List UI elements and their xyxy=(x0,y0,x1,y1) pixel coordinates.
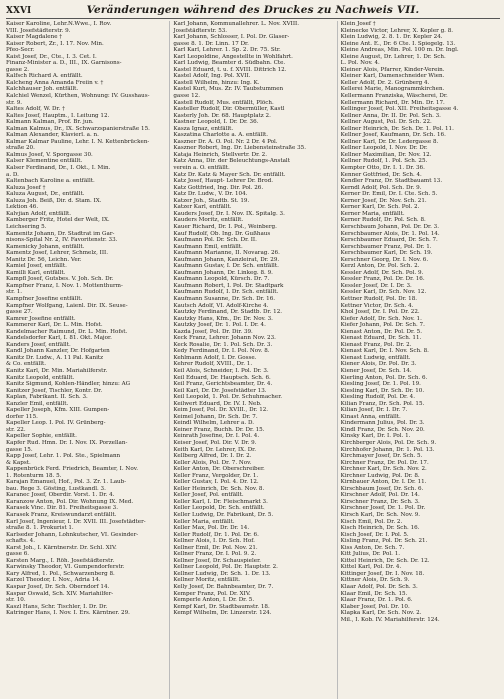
columns xyxy=(6,21,500,699)
directory-entry: Keim Josef, Pol. Dr. XVIII., Dr. 12. xyxy=(173,407,269,414)
directory-entry: Karanec Josef, Oberdir. Vorst. 1. Dr. 4. xyxy=(6,492,115,499)
directory-entry: Kauf Rudolf, Ob. Ing. Dr. Gußhaus xyxy=(173,230,271,237)
directory-entry: Kirchner Ludwig, Pol. Dr. 8. xyxy=(340,472,420,479)
directory-entry: Kemper Franz, Pol. Dr. XIV. xyxy=(173,590,251,597)
directory-entry: bau. Rege 3. Gösting, Lustkandl. 3. xyxy=(6,485,106,492)
directory-entry: Kasza Ignaz, entfällt. xyxy=(173,125,234,132)
directory-entry: Kisch Josef, Dr. I. Pol. 5. xyxy=(340,531,409,538)
directory-entry: Kaltes Adolf, W. Dr. † xyxy=(6,106,65,113)
directory-entry: Kauer Richard, Dr. I. Pol., Weinberg. xyxy=(173,223,277,230)
directory-entry: Keller Anton, Dr. Oberschreiber. xyxy=(173,466,265,473)
directory-entry: Kalman Alexander, Klavierl. a. n. xyxy=(6,132,99,139)
directory-entry: Keith Karl, Dr. Lehrer, IX. Dr. xyxy=(173,446,257,453)
directory-entry: Kasterly Joh. Dr. 68. Hauptplatz 2. xyxy=(173,112,271,119)
directory-entry: Kaszner Dr. A. O. Pol. Nr. 2 Dr. 4 Pol. xyxy=(173,138,278,145)
directory-entry: Kemperle Anton, I. Dr. Dr. 5. xyxy=(173,597,255,604)
directory-entry: gasse 12. xyxy=(173,93,200,100)
directory-entry: Kleine August, Dr. Lehrer, 1. Dr. Sch. xyxy=(340,53,446,60)
directory-entry: & Kapst. xyxy=(6,459,31,466)
directory-entry: Kempf Karl, Dr. Stadtbaumstr. 18. xyxy=(173,603,270,610)
directory-entry: str. 10. xyxy=(6,597,26,604)
directory-entry: Kaufmann Leopold, Kürsch. Dr. 7. xyxy=(173,276,270,283)
directory-entry: Kautsch Adolf, VI. Adolf-Kirche 4. xyxy=(173,302,269,309)
directory-entry: nisons-Spital Nr. 2, IV. Favoritenstr. 33. xyxy=(6,237,118,244)
directory-entry: Kerndl Adolf, Pol. Sch. Dr. 9. xyxy=(340,184,422,191)
directory-entry: Kampfner Franz, I. Nov. 1. Mottenthurm- xyxy=(6,282,123,289)
directory-entry: Keller Alois, Pol. Dr. 7. Nov. xyxy=(173,459,252,466)
directory-entry: gasse 15. xyxy=(6,446,33,453)
directory-entry: Kaiser Robert, Zr., I. 17. Nov. Min. xyxy=(6,40,104,47)
directory-entry: Kiener Josef, Dr. Sch. 14. xyxy=(340,367,412,374)
directory-entry: Kleine Ant. E., Dr. 6 Cte. I. Spiegelg. 13. xyxy=(340,40,456,47)
directory-entry: Kelly Josef, Dr. Bahnbeamter, Dr. 7. xyxy=(173,584,274,591)
directory-entry: Kastell Rudolf, Mus. entfällt, Plöch. xyxy=(173,99,274,106)
directory-entry: gasse 2. xyxy=(6,66,30,73)
directory-entry: gasse 27. xyxy=(6,309,33,316)
directory-entry: Kauders Moritz, entfällt. xyxy=(173,217,244,224)
directory-entry: Kalcheng Anna Amanda Freiin v. † xyxy=(6,79,104,86)
directory-entry: Karl Johann, Kommunallehrer. L. Nov. XVIII. xyxy=(173,21,300,27)
directory-entry: Kerschbaumer Alois, Dr. 1. Pol. 14. xyxy=(340,230,440,237)
directory-entry: Kirchner Karl, Dr. Sch. Nov. 2. xyxy=(340,466,427,473)
directory-entry: Kehlmann Adolf, I. Dr. Gosse. xyxy=(173,354,257,361)
directory-entry: dorfer 115. xyxy=(6,413,38,420)
directory-entry: Karzel Theodor, I. Nov., Adria 14. xyxy=(6,577,101,584)
directory-entry: Keller Karl, I. Dr. Fleischmarkt 3. xyxy=(173,498,268,505)
directory-entry: Kaufmann Rudolf, I. Dr. Sch. entfällt. xyxy=(173,289,279,296)
directory-entry: Kamilli Karl, entfällt. xyxy=(6,269,66,276)
directory-entry: Karst Joh., I. Kärntnerstr. Dr. Schl. XIV. xyxy=(6,544,117,551)
directory-entry: Kellner Heinrich, Dr. Sch. Dr. 1. Pol. 11. xyxy=(340,125,454,132)
directory-entry: Kienast Karl, Dr. I. Nov. Sch. 8. xyxy=(340,348,429,355)
directory-entry: Kautzky Hans, Kfm., Dr. Dr. Nov. 3. xyxy=(173,315,273,322)
directory-entry: Kisch Emil, Pol. Dr. 2. xyxy=(340,518,403,525)
directory-entry: Keil Karl, Dr. Dr. Josefstädter 13. xyxy=(173,387,267,394)
directory-entry: Karasek Franz, Kreiswundarzt entfällt. xyxy=(6,512,117,519)
directory-entry: Kamrer Josefine entfällt. xyxy=(6,315,76,322)
directory-entry: Kaufmann Robert, I. Pol. Dr. Stadtpark xyxy=(173,282,284,289)
directory-entry: Kellner Rudolf, 1. Pol. Sch. 25. xyxy=(340,158,428,165)
directory-entry: Kautzky Ferdinand, Dr. Stadtb. Dr. 12. xyxy=(173,309,283,316)
directory-entry: Klapka Karl, Dr. Sch. Nov. 2. xyxy=(340,610,422,617)
directory-entry: Kellner August, Pol. Dr. Sch. 22. xyxy=(340,119,432,126)
directory-entry: Katz Anna, Dir. der Beleuchtungs-Anstalt xyxy=(173,158,290,165)
directory-entry: Karlseder Johann, Lohnkutscher, VI. Gesinder- xyxy=(6,531,139,538)
directory-entry: Keiner Franz, Buchh. Dr. Dr. 15. xyxy=(173,426,265,433)
directory-entry: Katringer Hans, I. Nov. I. Ers. Kärntner. 29. xyxy=(6,610,130,617)
directory-entry: Kary Alfred, 1. Pol., Schwarzenberg 8. xyxy=(6,570,115,577)
directory-entry: Kellner Anna, Dr. II. Dr. Pol. Sch. 3. xyxy=(340,112,441,119)
directory-entry: Kandelmacher Raimund, Dr. L. Min. Hofst. xyxy=(6,328,128,335)
directory-entry: Kaspar Josef, Dr. Sch. Oberndorf 14. xyxy=(6,584,110,591)
directory-entry: Kanitz Dr. Ludw., A. 11 Pal. Kanitz xyxy=(6,354,104,361)
directory-entry: Klein Josef † xyxy=(340,21,376,27)
directory-entry: Kienast Franz, Pol. Dr. 2. xyxy=(340,341,412,348)
directory-entry: straße 8. 1. Prokurist 1. xyxy=(6,525,74,532)
directory-entry: Klaar Emil, Dr. Sch. 15. xyxy=(340,590,408,597)
directory-entry: Kaufmann Johann, Kanzleirat, Dr. 29. xyxy=(173,256,280,263)
directory-entry: Kaufmann Susanne, Dr. Sch. Dr. 16. xyxy=(173,295,276,302)
directory-entry: Keiser Josef, Pol. Dir. V. Dr. 9. xyxy=(173,440,257,446)
directory-entry: Karwinsky Theodor, VI. Gumpendorferstr. xyxy=(6,564,125,571)
directory-entry: Karl Leopoldine, Angestellte in Wohlfahrt. xyxy=(173,53,293,60)
directory-entry: Kampfner Wolfgang, Laienl. Dir. IX. Seuse- xyxy=(6,302,128,309)
directory-entry: Kittel Karl, Pol. Dr. 4. xyxy=(340,564,402,571)
directory-entry: Kandl Johann Kanzler, Dr. Hofgarten xyxy=(6,348,110,355)
directory-entry: Kamenicky Johann, entfällt. xyxy=(6,243,85,250)
directory-entry: Kaszatina Charlotte a. A. entfällt. xyxy=(173,132,269,139)
directory-entry: Kautzky Josef, Dr. 1. Pol. I. Dr. 4. xyxy=(173,322,266,329)
directory-entry: Katz Gottfried, Ing. Dir. Pol. 26. xyxy=(173,184,264,191)
directory-entry: Kamiel Josef, entfällt. xyxy=(6,263,67,270)
directory-entry: Kaluza August, Dr., entfällt. xyxy=(6,191,85,198)
directory-entry: Kaufmann Johann, Dr. Linkeg. 8. 9. xyxy=(173,269,273,276)
directory-entry: Kilian Josef, Dr. I. Dr. 7. xyxy=(340,407,408,414)
page-title: Veränderungen während des Druckes zu Nachweis VII. xyxy=(86,4,420,16)
directory-entry: gasse 6. xyxy=(6,551,30,558)
directory-entry: Kampfl Josef, Gutsbes. V. Joh. Sch. Dr. xyxy=(6,276,114,283)
directory-entry: Kandelsdorfer Karl, I. 81. Okt. Major. xyxy=(6,335,112,342)
directory-entry: Kanitz Leopold, entfällt. xyxy=(6,374,75,381)
directory-entry: Josefstädterstr. 53. xyxy=(173,27,228,34)
directory-entry: schafts. 4. xyxy=(6,538,36,545)
directory-entry: Kerner Karl, Dr. Sch. Pol. 2. xyxy=(340,204,420,211)
directory-entry: Klein Ludwig, 2. 8. 1. Dr. Kepler 24. xyxy=(340,34,443,41)
directory-entry: Kalmus Josef, V. Sporgasse 30. xyxy=(6,151,93,158)
directory-entry: Kellner Maximilian, Dr. Nov. 12. xyxy=(340,151,432,158)
directory-entry: Katz Dr. Katz & Mayer Sch. Dr. entfällt. xyxy=(173,171,286,178)
directory-entry: Leichsering 5. xyxy=(6,223,47,230)
directory-entry: Kaszl Hans, Schr. Tischler, I. Dr. Dr. xyxy=(6,603,108,610)
directory-entry: Keller Heinrich, Dr. Sch. Nov. 8. xyxy=(173,485,265,492)
directory-entry: str. 9. xyxy=(6,99,23,106)
directory-entry: Keller Franz, Vergolder, Dr. 1. xyxy=(173,472,259,479)
directory-entry: Kaplan, Fabrikant. II. Sch. 3. xyxy=(6,394,88,401)
column-3 xyxy=(337,21,500,699)
directory-entry: Pfeo-Secr. xyxy=(6,47,35,54)
directory-entry: Kiesling Karl, Dr. Sch. Dr. 10. xyxy=(340,387,425,394)
directory-entry: Kaltes Josef, Hauptm., I. Leitung 12. xyxy=(6,112,110,119)
directory-entry: Kirschner Franz, Dr. Sch. 3. xyxy=(340,498,420,505)
page-header xyxy=(6,4,500,19)
directory-entry: Kellner Leopold, I. Nov. Dr. Dr. xyxy=(340,145,428,152)
directory-entry: Kerschner Georg, Dr. I. Nov. 6. xyxy=(340,256,429,263)
directory-entry: Kellner Josef, Kaufmann, Dr. Sch. 16. xyxy=(340,132,446,139)
directory-entry: Kerzl Anton, Dr. Pol. Sch. 2. xyxy=(340,263,420,270)
directory-entry: Kerschbaumer Franz, Pol. Dr. 1. xyxy=(340,243,432,250)
directory-entry: Kiss Anton, Dr. Sch. 7. xyxy=(340,544,405,551)
directory-entry: Karanzow Anton, Pol. Dir. Wohnung IX. Med. xyxy=(6,498,134,505)
directory-entry: Kendler Franz, Dr. Stadtbauamt 13. xyxy=(340,178,443,185)
directory-entry: Kirschbaum Josef, Dr. Sch. 6. xyxy=(340,485,424,492)
directory-entry: Kellner Emil, Dr. Pol. Nov. 21. xyxy=(173,544,258,551)
directory-entry: Kerner Rudolf, Dr. Pol. Sch. 8. xyxy=(340,217,426,224)
directory-entry: Kalfsch Richard A. entfällt. xyxy=(6,73,83,80)
directory-entry: Kedy Ferdinand, Dr. I. Pol. Nov. 8. xyxy=(173,348,270,355)
directory-entry: Keller Leopold, Dr. Sch. entfällt. xyxy=(173,505,265,512)
directory-entry: Klaar Adolf, Pol. Dr. Sch. 3. xyxy=(340,584,418,591)
directory-entry: Kanitz Sigmund, Kohlen-Händler, hinzu: AG xyxy=(6,381,131,388)
directory-entry: str. 22. xyxy=(6,426,26,433)
directory-entry: Kaszner Robert, Ing. Dr. Liebensteinstraße 35. xyxy=(173,145,306,152)
directory-entry: Keller Rudolf, Dr. 1. Pol. Dr. 6. xyxy=(173,531,259,538)
directory-entry: Kapeller Sophie, entfällt. xyxy=(6,433,77,440)
directory-entry: Kirschner Adolf, Pol. Dr. 14. xyxy=(340,492,420,499)
directory-entry: Kirnbauer Anton, Dr. I. Dr. 11. xyxy=(340,479,427,486)
directory-entry: Kerner Josef, Dr. Nov. Sch. 21. xyxy=(340,197,427,204)
directory-entry: Kleiner Karl, Damenschneider Wien. xyxy=(340,73,445,80)
directory-entry: Keller Adolf, Dr. 2. Grünberg 4. xyxy=(340,79,430,86)
directory-entry: Kindl Franz, Dr. Sch. Nov. 20. xyxy=(340,426,425,433)
directory-entry: Kinsky Karl, Dr. I. Pol. 1. xyxy=(340,433,411,440)
directory-entry: Keck Franz, Lehrer. Johann Nov. 23. xyxy=(173,335,276,342)
directory-entry: Kessler Franz, Pol. Dr. Dr. 16. xyxy=(340,276,425,283)
directory-entry: Kittner Alois, Dr. Sch. 9. xyxy=(340,577,410,584)
directory-entry: Kirchner Franz, Dr. Pol. Dr. 17. xyxy=(340,459,429,466)
directory-entry: Kehrer Rudolf, XVIII., Dr. 1. xyxy=(173,361,253,368)
directory-entry: Kempter Otto, Dr. I. 1. Dr. 36. xyxy=(340,165,425,172)
directory-entry: Kalchiel Wenzel, Kürthen, Wohnung: IV. Gusshaus- xyxy=(6,93,150,100)
directory-entry: Kastner Leopold, I. Dr. Dr. 36. xyxy=(173,119,259,126)
directory-entry: Kilian Franz, Dr. Sch. Pol. 15. xyxy=(340,400,425,407)
directory-entry: Kierling Anton, Pol. Dr. Sch. 6. xyxy=(340,374,428,381)
directory-entry: Katzer Joh., Stadtb. St. 19. xyxy=(173,197,250,204)
directory-entry: Kaluza Josef † xyxy=(6,184,46,191)
directory-entry: Kauders Josef, Dr. I. Nov. IX. Spitalg. 3. xyxy=(173,210,285,217)
directory-entry: Kirchberger Alois, Pol. Dr. Sch. 9. xyxy=(340,440,437,446)
directory-entry: Kastell Wilhelm, hinzu: Ing. K. xyxy=(173,79,260,86)
directory-entry: Kiefer Johann, Pol. Dr. Sch. 7. xyxy=(340,322,425,329)
directory-entry: Kessler Karl, Dr. Sch. Nov. 12. xyxy=(340,289,427,296)
directory-entry: Keindl Wilhelm, Lehrer a. D. xyxy=(173,420,255,427)
directory-entry: Kerschbaum Johann, Pol. Dr. Dr. 3. xyxy=(340,223,439,230)
directory-entry: Karasek Vinc. Dir. 81. Freiheitsgasse 3. xyxy=(6,505,119,512)
directory-entry: Manitz Dr. 56, Leichn. Ver. xyxy=(6,256,82,263)
directory-entry: Kerschbaumer Eduard, Dr. Sch. 7. xyxy=(340,237,438,244)
directory-entry: Kazda Josef, Pol. Dr. Dir. 39. xyxy=(173,328,253,335)
directory-entry: Kalman Kalmus, Dr., IX. Schwarzspanierstraße 15. xyxy=(6,125,150,132)
directory-entry: Kapp Josef, Lehr. 1. Pol. Ste., Spielmann xyxy=(6,453,121,460)
directory-entry: Kienast Anton, Dr. Pol. Dr. 5. xyxy=(340,328,422,335)
directory-entry: Kaiser Magdalene † xyxy=(6,34,63,41)
directory-entry: Kamenitz Johann, Dr. Stadtrat im Gar- xyxy=(6,230,115,237)
directory-entry: Kamentz Josef, Lehrer, Schmelz, III. xyxy=(6,250,109,257)
directory-entry: Kessler Adolf, Dr. Sch. Pol. 9. xyxy=(340,269,424,276)
directory-entry: Kalser Ferdinand, Dr., I. Okt., I. Min. xyxy=(6,165,111,172)
directory-entry: Karajan Emanuel, Hof., Pol. 3. Zr. 1. Laub- xyxy=(6,479,127,486)
directory-entry: Kellerei Marie, Manogrammkirchen. xyxy=(340,86,445,93)
directory-entry: Keller Gustav, I. Pol. 4. Dr. 12. xyxy=(173,479,259,486)
directory-entry: Keil Alois, Schneider, I. Pol. Dr. 3. xyxy=(173,367,269,374)
directory-entry: Kaspar Oswald, Sch. XIV. Mariahilfer- xyxy=(6,590,114,597)
directory-entry: Karl Karl, Lehrer. 1. Sp. 2. Dr. 75. Str. xyxy=(173,47,281,54)
directory-entry: Karl Josef, Ingenieur, I. Dr. XVII. III. Josefstädter- xyxy=(6,518,146,525)
directory-entry: Kanitzer Josef, Tischler, Kontr. Dr. xyxy=(6,387,103,394)
directory-entry: Kastel Eduard, t. u. f. XVIII. Dittrich 12. xyxy=(173,66,287,73)
directory-entry: & Co. entfällt. xyxy=(6,361,47,368)
directory-entry: Kiener Alois, Dr. Pol. Dr. 3. xyxy=(340,361,417,368)
directory-entry: Kindermann Julius, Pol. Dr. 3. xyxy=(340,420,425,427)
directory-entry: Kammerer Karl, Dr. L. Min. Hofst. xyxy=(6,322,103,329)
directory-entry: L. Pol. Nov. 4. xyxy=(340,60,380,67)
directory-entry: Kaufmann Pol. Dr. Sch. Dr. II. xyxy=(173,237,257,244)
directory-entry: Karl Ludwig, Beamter d. Südbahn. Cte. xyxy=(173,60,286,67)
directory-entry: Keck Rosalie, Dr. 1. Pol. Sch. Dr. 3. xyxy=(173,341,273,348)
directory-entry: Karl Johann, Schlosser, I. Pol. Dr. Glaser- xyxy=(173,34,290,41)
directory-entry: Keller Max, Pol. Dr. Dr. 14. xyxy=(173,525,250,532)
directory-entry: VIII. Josefstädterstr. 9. xyxy=(6,27,71,34)
directory-entry: Kiefer Adolf, Dr. Sch. Nov. 1. xyxy=(340,315,422,322)
directory-entry: Keller Josef, Pol. entfällt. xyxy=(173,492,244,499)
directory-entry: Keller Ludwig, Dr. Fabrikant, Dr. 5. xyxy=(173,512,274,519)
directory-entry: Mil., I. Kob. IV. Mariahilferstr. 124. xyxy=(340,616,440,623)
directory-entry: Kaiser Karoline, Lehr.N.Wwe., I. Rov. xyxy=(6,21,112,27)
directory-entry: Kaufmann Marianne, II. Novarag. 26. xyxy=(173,250,280,257)
directory-entry: Kaufmann Gustav, I. Dr. Sch. entfällt. xyxy=(173,263,279,270)
directory-entry: Keimel Johann, Dr. Sch. Dr. 7. xyxy=(173,413,258,420)
directory-entry: Katzer Karl, entfällt. xyxy=(173,204,232,211)
directory-entry: Kisch Heinrich, Dr. Sch. 16. xyxy=(340,525,420,532)
column-2 xyxy=(169,21,332,699)
directory-entry: Kapeller Joseph, Kfm. XIII. Gumpen- xyxy=(6,407,110,414)
directory-entry: Kettner Rudolf, Pol. Dr. 18. xyxy=(340,295,418,302)
directory-entry: Kapfer Rud. Hmn. Dr. I. Nov. IX. Porzellan- xyxy=(6,440,128,446)
directory-entry: Keilwert Eduard, Dr. IV. I. Neb. xyxy=(173,400,262,407)
directory-entry: Katz Dr. Ludw., V. Dr. 104. xyxy=(173,191,248,198)
directory-entry: Kirschner Josef, Dr. 1. Pol. Dr. xyxy=(340,505,426,512)
directory-entry: Kerschbaumer Karl, Dr. Sch. 19. xyxy=(340,250,433,257)
directory-entry: Kaist Josef, Dr., Cte., I. 3. Cet. I. xyxy=(6,53,97,60)
directory-entry: Kastel Kurt, Mus. Zr. IV. Taubstummen xyxy=(173,86,284,93)
directory-entry: Kittinger Josef, Dr. I. Nov. 18. xyxy=(340,570,425,577)
directory-entry: Keil Eduard, Dr. Hauptsch. Sch. 6. xyxy=(173,374,271,381)
directory-entry: Kanzler Emil, entfällt. xyxy=(6,400,69,407)
directory-entry: Kitt Julius, Dr. Pol. 1. xyxy=(340,551,401,558)
directory-entry: 1. Rotenturm 18. 5. xyxy=(6,472,62,479)
directory-entry: Kempf Wilhelm, Dr. Linzerstr. 124. xyxy=(173,610,272,617)
directory-entry: Kienast Eduard, Dr. Sch. 11. xyxy=(340,335,422,342)
directory-entry: Kastel Adolf, Ing. Pol. XVII. xyxy=(173,73,251,80)
directory-entry: Kiesling Rudolf, Pol. Dr. 4. xyxy=(340,394,416,401)
directory-entry: gasse 8. 1. Dr. Linn. 17 Dr. xyxy=(173,40,249,47)
directory-entry: Kampfner Josefine entfällt. xyxy=(6,295,83,302)
directory-entry: Kellner Alois, I. Dr. Sch. Hof. xyxy=(173,538,255,545)
directory-entry: Karsten Marg., I. Röh. Josefstädterstr. xyxy=(6,557,115,564)
directory-entry: Kinast Anna, entfällt. xyxy=(340,413,401,420)
directory-entry: Kalmann Kalman, Prof. Br. jun. xyxy=(6,119,94,126)
directory-entry: Kamberger Fritz, Hotel der Welt, IX. xyxy=(6,217,110,224)
directory-entry: Kellinger Josef, Pol. XII. Freiheitsgasse 4. xyxy=(340,106,459,113)
directory-entry: Kellner Ludwig, Dr. Sch. 1. Dr. 13. xyxy=(173,570,271,577)
directory-entry: Keil Leopold, 1. Pol. Dr. Schuhmacher. xyxy=(173,394,283,401)
directory-entry: Kleiner Alois, Pfarrer, Kinder-Verein. xyxy=(340,66,445,73)
directory-entry: Kalser Klementine entfällt. xyxy=(6,158,83,165)
directory-entry: Keller Maria, entfällt. xyxy=(173,518,235,525)
directory-entry: Kienast Ludwig, entfällt. xyxy=(340,354,411,361)
directory-entry: Kasteller Rudolf, Dir. Obermüller, Kastl xyxy=(173,106,285,113)
directory-entry: Kellermann Franziska, Wäscherei, Dr. xyxy=(340,93,448,100)
directory-entry: Khol Josef, Dr. I. Pol. Dr. 22. xyxy=(340,309,420,316)
directory-entry: straße 20. xyxy=(6,145,35,152)
directory-entry: Kerner Dr. Emil, Dr. I. Cte. Sch. 5. xyxy=(340,191,438,198)
directory-entry: Kellner Moritz, entfällt. xyxy=(173,577,241,584)
directory-entry: Kapeller Leop. I. Pol. IV. Grünberg- xyxy=(6,420,106,427)
directory-entry: Katz Josef, Haupt- Lehrer Dr. Brod. xyxy=(173,178,274,185)
directory-entry: Lektion 46. xyxy=(6,204,39,211)
directory-entry: Kerner Maria, entfällt. xyxy=(340,210,405,217)
directory-entry: Finanz-Minister a. D., III., IX. Garnisons- xyxy=(6,60,122,67)
directory-entry: Kirsch Karl, Dr. Sch. Nov. 9. xyxy=(340,512,421,519)
directory-entry: Kellner Franz, Dr. I. Pol. 9. 2. xyxy=(173,551,257,558)
directory-entry: Kaltenbach Karoline a. entfällt. xyxy=(6,178,95,185)
directory-entry: Kaufmann Emil, entfällt. xyxy=(173,243,243,250)
directory-entry: Kanders Josef, entfällt. xyxy=(6,341,71,348)
directory-entry: Kisling Franz, Pol. Dr. Sch. 21. xyxy=(340,538,428,545)
directory-entry: Kirchhofer Johann, Dr. 1. Pol. 13. xyxy=(340,446,435,453)
directory-entry: Kiesling Josef, Dr. 1. Pol. 19. xyxy=(340,381,421,388)
directory-entry: Kellberg Alfred, Dr. I. Dr. 2. xyxy=(173,453,252,460)
directory-entry: a. D. xyxy=(6,171,19,178)
column-1 xyxy=(6,21,165,699)
directory-entry: Kanitz Karl, Dr. Min. Mariahilferstr. xyxy=(6,367,108,374)
directory-entry: Kenner Gottfried, Dr. Sch. 4. xyxy=(340,171,422,178)
directory-entry: Kellner Josef, Dr. Schauspieler. xyxy=(173,557,261,564)
directory-entry: Kessler Josef, Dr. I. Dr. 3. xyxy=(340,282,412,289)
directory-entry: Kalmar Kalmar Pauline, Lehr. I. N. Kettenbrücken- xyxy=(6,138,150,145)
page-number: XXVI xyxy=(6,6,32,16)
directory-entry: Klaar Franz, Dr. 1. Pol. 6. xyxy=(340,597,413,604)
directory-entry: Kellermann Richard, Dr. Min. Dr. 17. xyxy=(340,99,445,106)
directory-entry: Kalchhauser Joh. entfällt. xyxy=(6,86,79,93)
directory-entry: Kettner Victor, Dr. Sch. 4. xyxy=(340,302,414,309)
directory-entry: Kellner Leopold, Pol. Dr. Hauptstr. 2. xyxy=(173,564,278,571)
directory-entry: verein a. O. entfällt. xyxy=(173,165,230,172)
directory-entry: Keil Franz, Gerichtsbeamter, Dr. 4. xyxy=(173,381,273,388)
directory-entry: Kleine Andreas, Min. Pol. 100 m. Dr. Ingl. xyxy=(340,47,459,54)
directory-entry: Kittel Heinrich, Dr. Sch. Dr. 12. xyxy=(340,557,430,564)
directory-entry: Kellner Karl, Dr. Dr. Ledergasse 8. xyxy=(340,138,439,145)
directory-entry: str. 1. xyxy=(6,289,23,296)
directory-entry: Kataja Heinrich, Stellvertr. Dr. 2. xyxy=(173,151,268,158)
directory-entry: Kaluza Joh. Beiß, Dir. d. Stam. IX. xyxy=(6,197,102,204)
directory-entry: Kappenbrück Ferd. Friedrich, Beamter, I. Nov. xyxy=(6,466,138,473)
directory-entry: Kleinecke Victor, Lehrer, X. Kepler g. 8. xyxy=(340,27,454,34)
directory-entry: Kirchmayer Josef, Dr. Sch. 5. xyxy=(340,453,423,460)
directory-entry: Klaber Josef, Pol. Dr. 10. xyxy=(340,603,410,610)
directory-entry: Keinrath Josefine, Dr. I. Pol. 4. xyxy=(173,433,260,440)
directory-entry: Kalvjian Adolf, entfällt. xyxy=(6,210,72,217)
